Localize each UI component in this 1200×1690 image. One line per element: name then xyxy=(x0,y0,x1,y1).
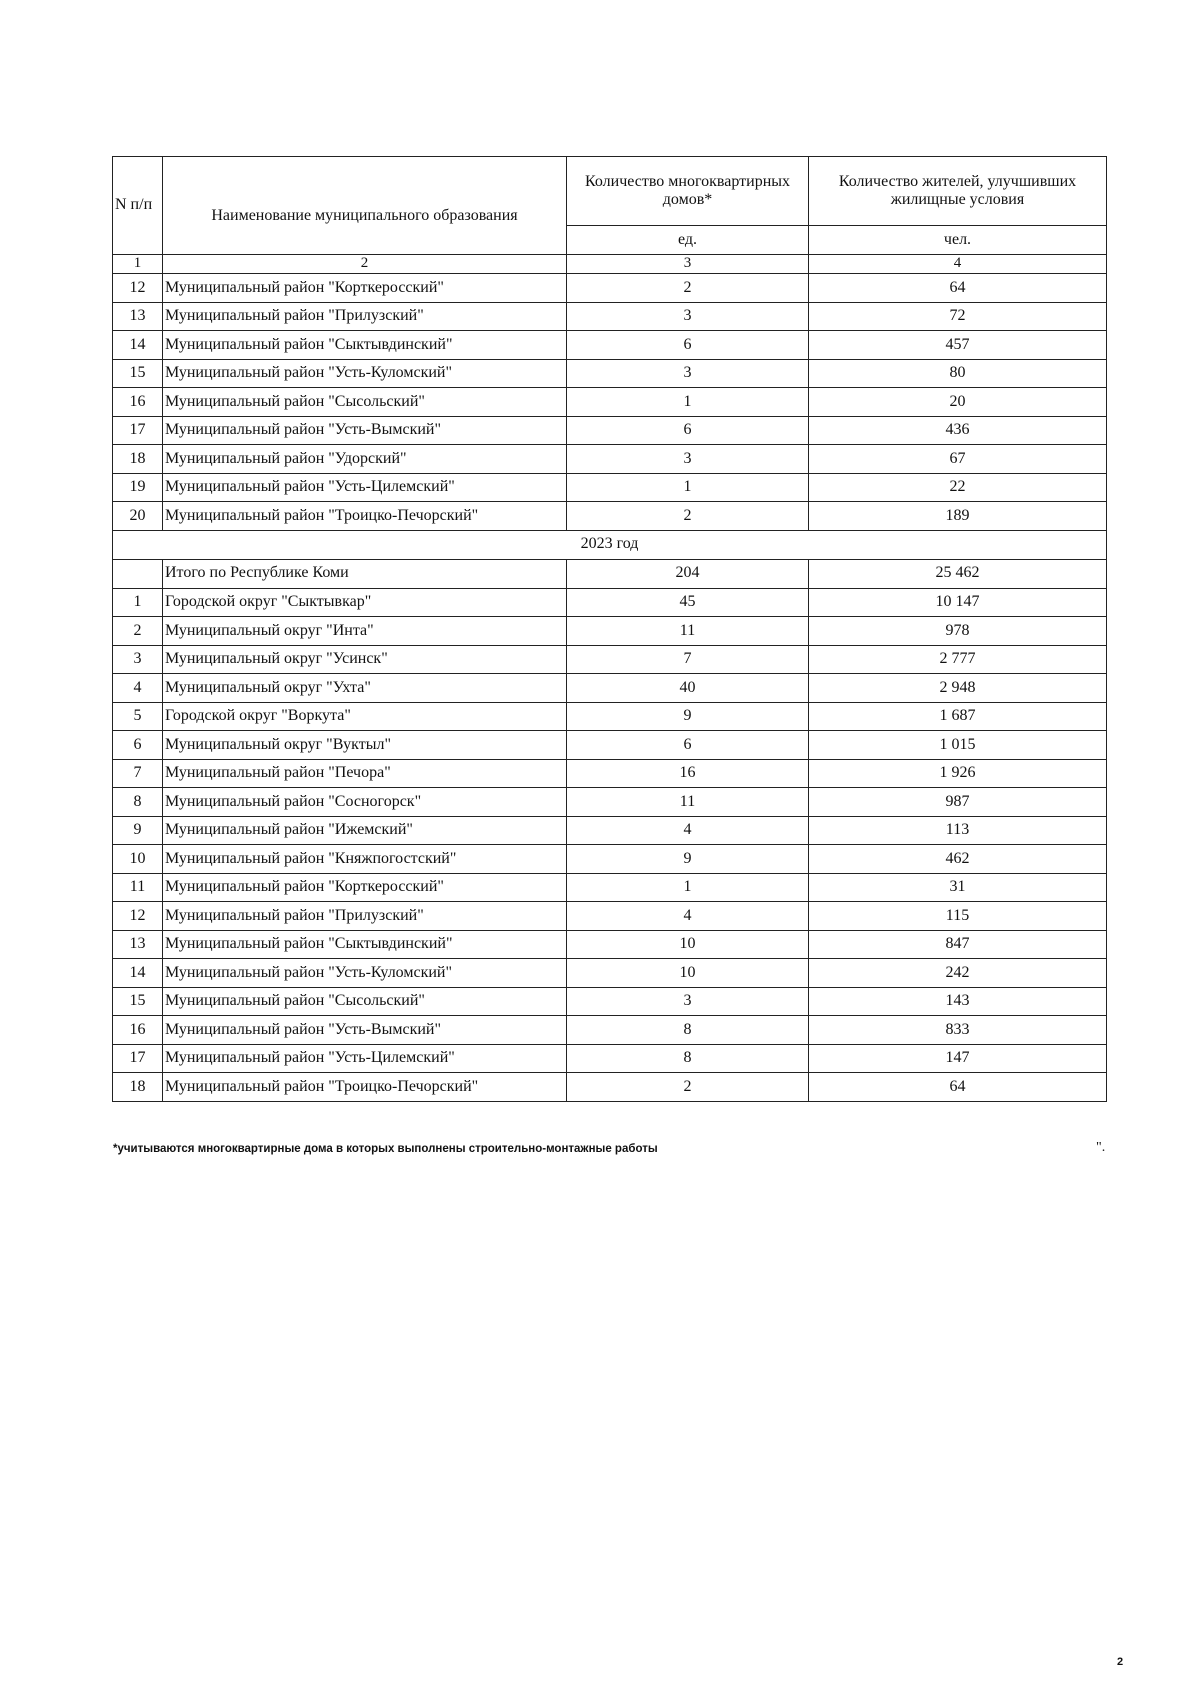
row-houses: 9 xyxy=(567,702,809,731)
row-number: 6 xyxy=(113,731,163,760)
row-municipality: Муниципальный район "Корткеросский" xyxy=(163,274,567,303)
row-municipality: Муниципальный район "Ижемский" xyxy=(163,816,567,845)
row-houses: 3 xyxy=(567,445,809,474)
row-residents: 20 xyxy=(809,388,1107,417)
row-houses: 11 xyxy=(567,788,809,817)
row-residents: 457 xyxy=(809,331,1107,360)
row-number: 20 xyxy=(113,502,163,531)
row-municipality: Муниципальный округ "Инта" xyxy=(163,617,567,646)
year-section-row xyxy=(113,530,1107,559)
row-residents: 436 xyxy=(809,416,1107,445)
row-municipality: Муниципальный район "Усть-Вымский" xyxy=(163,1016,567,1045)
row-residents: 833 xyxy=(809,1016,1107,1045)
table-row xyxy=(113,588,1107,617)
row-number: 11 xyxy=(113,873,163,902)
row-municipality: Муниципальный район "Сыктывдинский" xyxy=(163,930,567,959)
row-number: 15 xyxy=(113,359,163,388)
table-row xyxy=(113,302,1107,331)
row-houses: 7 xyxy=(567,645,809,674)
table-row xyxy=(113,987,1107,1016)
row-municipality: Муниципальный район "Усть-Куломский" xyxy=(163,359,567,388)
row-number: 17 xyxy=(113,416,163,445)
row-municipality: Муниципальный район "Усть-Куломский" xyxy=(163,959,567,988)
table-row xyxy=(113,502,1107,531)
table-row xyxy=(113,1016,1107,1045)
row-residents: 1 015 xyxy=(809,731,1107,760)
table-row xyxy=(113,759,1107,788)
row-number: 8 xyxy=(113,788,163,817)
row-municipality: Муниципальный район "Троицко-Печорский" xyxy=(163,1073,567,1102)
row-houses: 3 xyxy=(567,987,809,1016)
row-residents: 80 xyxy=(809,359,1107,388)
row-number: 9 xyxy=(113,816,163,845)
row-residents: 10 147 xyxy=(809,588,1107,617)
row-houses: 6 xyxy=(567,731,809,760)
row-residents: 22 xyxy=(809,473,1107,502)
row-houses: 1 xyxy=(567,388,809,417)
year-label: 2023 год xyxy=(113,530,1107,559)
row-number: 13 xyxy=(113,302,163,331)
row-houses: 3 xyxy=(567,359,809,388)
unit-houses: ед. xyxy=(567,226,809,255)
table-row xyxy=(113,930,1107,959)
row-residents: 64 xyxy=(809,274,1107,303)
row-houses: 4 xyxy=(567,816,809,845)
row-number: 1 xyxy=(113,588,163,617)
header-number: N п/п xyxy=(113,157,163,255)
table-row xyxy=(113,617,1107,646)
row-residents: 462 xyxy=(809,845,1107,874)
table-row xyxy=(113,445,1107,474)
row-municipality: Муниципальный округ "Ухта" xyxy=(163,674,567,703)
closing-mark: ". xyxy=(1096,1140,1106,1155)
table-index-row xyxy=(113,255,1107,274)
row-houses: 3 xyxy=(567,302,809,331)
row-number: 18 xyxy=(113,445,163,474)
row-municipality: Муниципальный округ "Усинск" xyxy=(163,645,567,674)
table-row xyxy=(113,1044,1107,1073)
row-municipality: Муниципальный район "Княжпогостский" xyxy=(163,845,567,874)
table-row xyxy=(113,359,1107,388)
table-row xyxy=(113,845,1107,874)
row-number: 5 xyxy=(113,702,163,731)
table-row xyxy=(113,873,1107,902)
row-number: 17 xyxy=(113,1044,163,1073)
row-houses: 45 xyxy=(567,588,809,617)
header-residents: Количество жителей, улучшивших жилищные условия xyxy=(809,157,1107,226)
row-residents: 978 xyxy=(809,617,1107,646)
index-cell: 4 xyxy=(809,255,1107,274)
row-houses: 11 xyxy=(567,617,809,646)
row-residents: 2 948 xyxy=(809,674,1107,703)
index-cell: 2 xyxy=(163,255,567,274)
row-number: 18 xyxy=(113,1073,163,1102)
table-row xyxy=(113,674,1107,703)
row-number: 14 xyxy=(113,331,163,360)
row-residents: 143 xyxy=(809,987,1107,1016)
row-residents: 987 xyxy=(809,788,1107,817)
row-houses: 9 xyxy=(567,845,809,874)
row-houses: 2 xyxy=(567,502,809,531)
row-houses: 10 xyxy=(567,959,809,988)
table-row xyxy=(113,645,1107,674)
table-row xyxy=(113,473,1107,502)
row-houses: 6 xyxy=(567,331,809,360)
index-cell: 3 xyxy=(567,255,809,274)
row-number: 2 xyxy=(113,617,163,646)
row-houses: 6 xyxy=(567,416,809,445)
housing-table xyxy=(112,156,1107,1102)
row-municipality: Муниципальный район "Усть-Вымский" xyxy=(163,416,567,445)
total-residents: 25 462 xyxy=(809,559,1107,588)
row-houses: 8 xyxy=(567,1016,809,1045)
row-residents: 115 xyxy=(809,902,1107,931)
table-row xyxy=(113,274,1107,303)
table-row xyxy=(113,331,1107,360)
row-municipality: Муниципальный район "Сысольский" xyxy=(163,987,567,1016)
row-residents: 189 xyxy=(809,502,1107,531)
row-number: 3 xyxy=(113,645,163,674)
table-row xyxy=(113,388,1107,417)
row-municipality: Муниципальный район "Печора" xyxy=(163,759,567,788)
row-municipality: Муниципальный район "Троицко-Печорский" xyxy=(163,502,567,531)
row-number: 15 xyxy=(113,987,163,1016)
table-row xyxy=(113,816,1107,845)
row-municipality: Городской округ "Воркута" xyxy=(163,702,567,731)
row-houses: 2 xyxy=(567,1073,809,1102)
row-municipality: Муниципальный район "Удорский" xyxy=(163,445,567,474)
row-municipality: Городской округ "Сыктывкар" xyxy=(163,588,567,617)
row-houses: 16 xyxy=(567,759,809,788)
row-municipality: Муниципальный район "Сыктывдинский" xyxy=(163,331,567,360)
header-houses: Количество многоквартирных домов* xyxy=(567,157,809,226)
row-residents: 72 xyxy=(809,302,1107,331)
table-row xyxy=(113,702,1107,731)
row-residents: 64 xyxy=(809,1073,1107,1102)
header-municipality: Наименование муниципального образования xyxy=(163,157,567,255)
row-residents: 1 687 xyxy=(809,702,1107,731)
row-municipality: Муниципальный район "Сосногорск" xyxy=(163,788,567,817)
row-residents: 2 777 xyxy=(809,645,1107,674)
table-row xyxy=(113,959,1107,988)
row-number: 19 xyxy=(113,473,163,502)
index-cell: 1 xyxy=(113,255,163,274)
footnote: *учитываются многоквартирные дома в которых выполнены строительно-монтажные работы xyxy=(113,1143,658,1155)
unit-residents: чел. xyxy=(809,226,1107,255)
row-residents: 31 xyxy=(809,873,1107,902)
row-municipality: Муниципальный район "Прилузский" xyxy=(163,902,567,931)
row-municipality: Муниципальный район "Усть-Цилемский" xyxy=(163,473,567,502)
row-houses: 10 xyxy=(567,930,809,959)
row-number: 12 xyxy=(113,902,163,931)
row-residents: 847 xyxy=(809,930,1107,959)
row-municipality: Муниципальный район "Прилузский" xyxy=(163,302,567,331)
row-number: 16 xyxy=(113,1016,163,1045)
table-row xyxy=(113,788,1107,817)
row-residents: 113 xyxy=(809,816,1107,845)
table-row xyxy=(113,1073,1107,1102)
total-label: Итого по Республике Коми xyxy=(163,559,567,588)
row-municipality: Муниципальный район "Сысольский" xyxy=(163,388,567,417)
row-houses: 1 xyxy=(567,473,809,502)
table-row xyxy=(113,416,1107,445)
row-number: 14 xyxy=(113,959,163,988)
row-residents: 1 926 xyxy=(809,759,1107,788)
row-houses: 8 xyxy=(567,1044,809,1073)
table-header-row xyxy=(113,157,1107,226)
total-row xyxy=(113,559,1107,588)
row-municipality: Муниципальный район "Корткеросский" xyxy=(163,873,567,902)
row-residents: 67 xyxy=(809,445,1107,474)
total-number-empty xyxy=(113,559,163,588)
page-number: 2 xyxy=(1117,1656,1124,1668)
total-houses: 204 xyxy=(567,559,809,588)
row-residents: 147 xyxy=(809,1044,1107,1073)
row-houses: 4 xyxy=(567,902,809,931)
row-houses: 1 xyxy=(567,873,809,902)
row-municipality: Муниципальный округ "Вуктыл" xyxy=(163,731,567,760)
row-number: 7 xyxy=(113,759,163,788)
row-number: 13 xyxy=(113,930,163,959)
row-number: 16 xyxy=(113,388,163,417)
row-municipality: Муниципальный район "Усть-Цилемский" xyxy=(163,1044,567,1073)
table-row xyxy=(113,731,1107,760)
row-number: 10 xyxy=(113,845,163,874)
row-number: 4 xyxy=(113,674,163,703)
table-row xyxy=(113,902,1107,931)
row-houses: 40 xyxy=(567,674,809,703)
row-residents: 242 xyxy=(809,959,1107,988)
row-houses: 2 xyxy=(567,274,809,303)
row-number: 12 xyxy=(113,274,163,303)
